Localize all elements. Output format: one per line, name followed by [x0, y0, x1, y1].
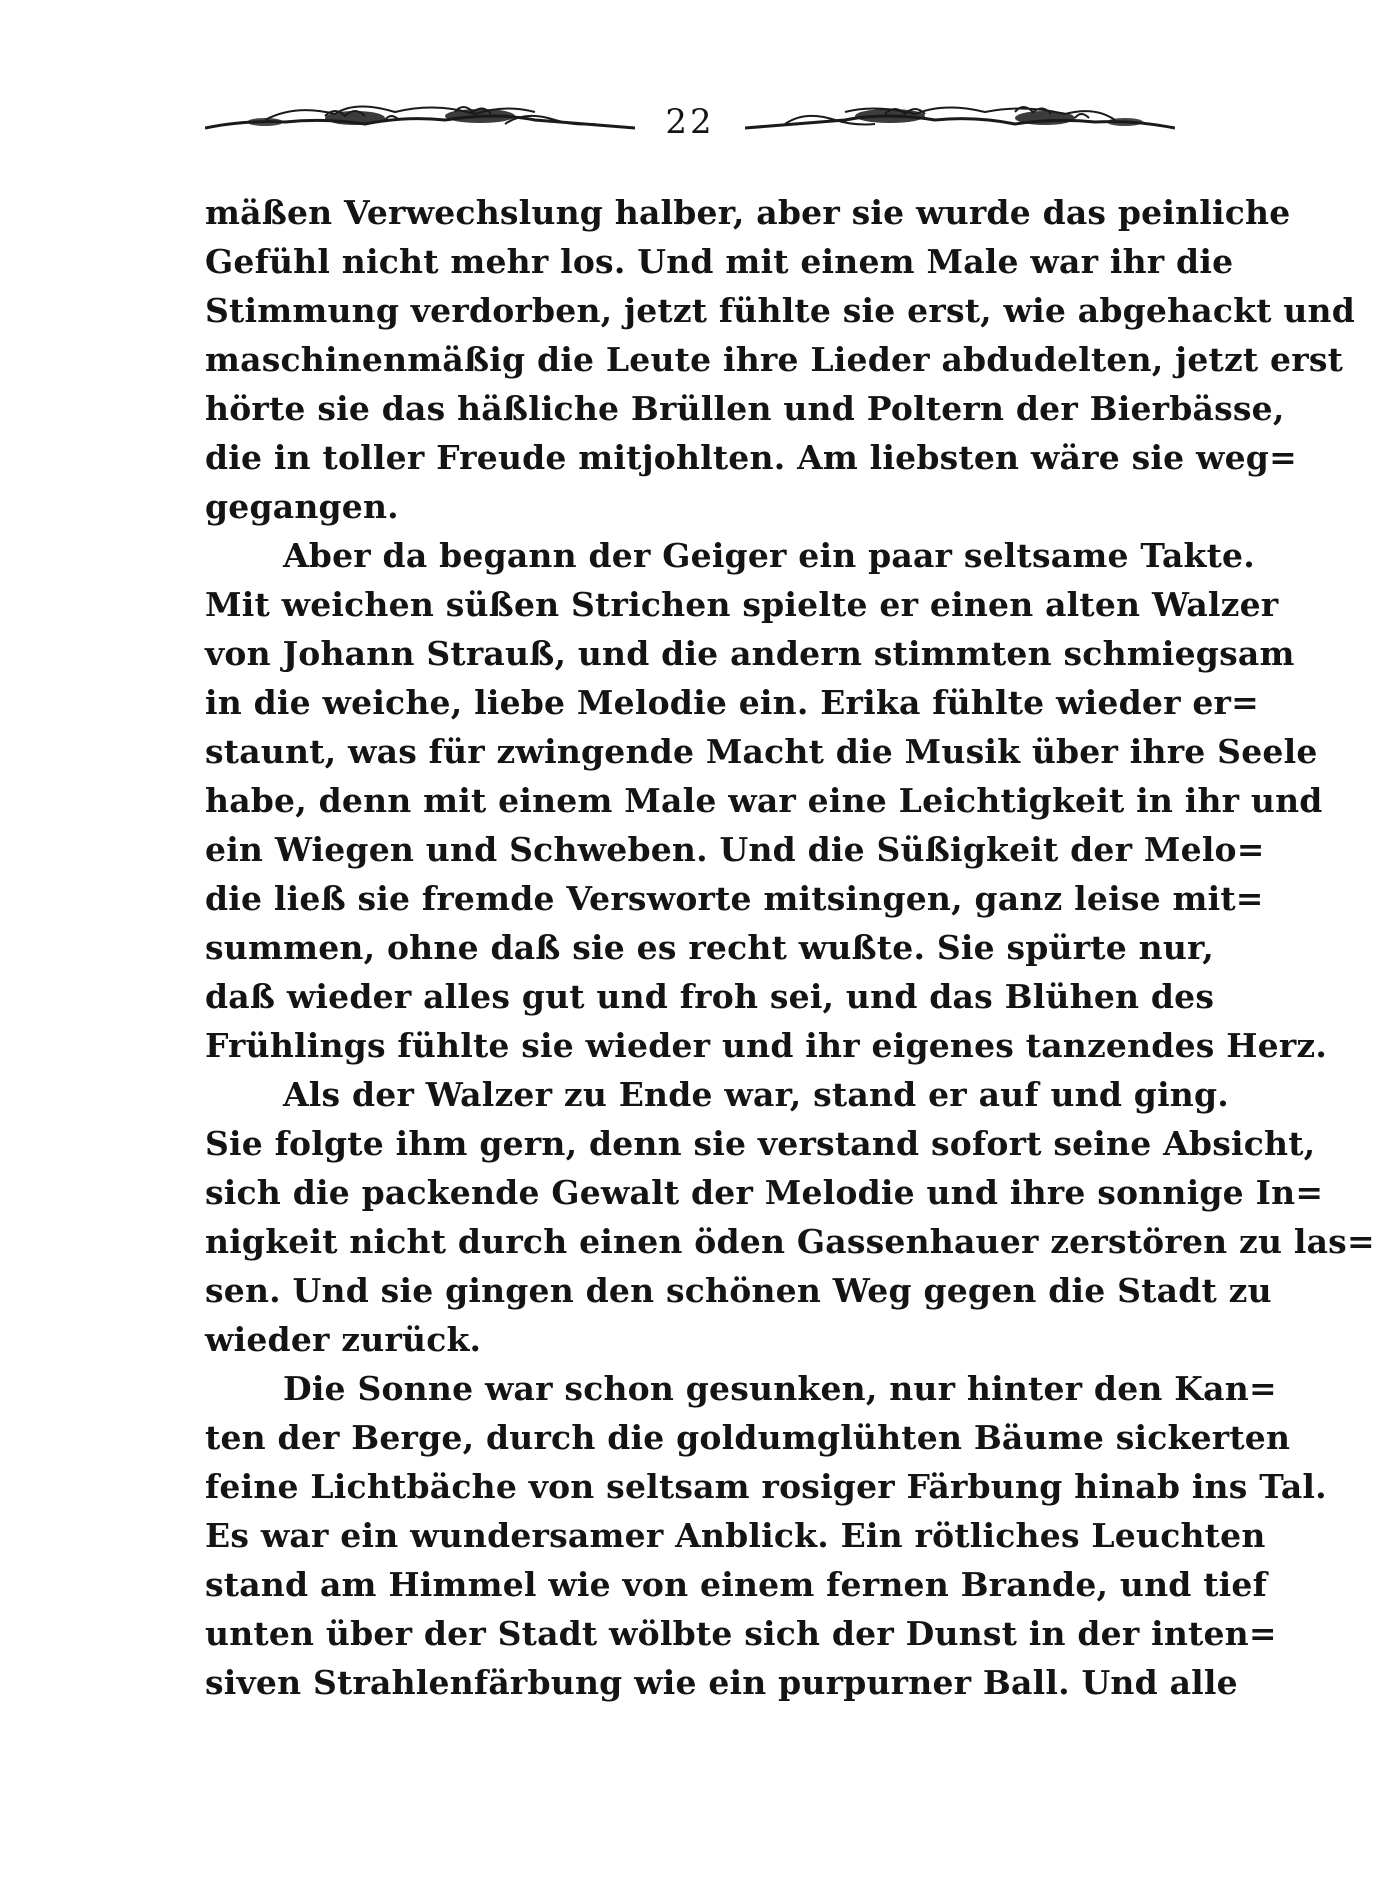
text-line: sich die packende Gewalt der Melodie und ihre sonnige In=: [205, 1173, 1324, 1212]
text-line: daß wieder alles gut und froh sei, und das Blühen des: [205, 977, 1215, 1016]
decorative-vine-ornament-icon: [745, 98, 1175, 142]
paragraph: [205, 531, 1328, 1070]
text-line: von Johann Strauß, und die andern stimmten schmiegsam: [205, 634, 1295, 673]
page-number: 22: [665, 102, 715, 142]
text-line: Die Sonne war schon gesunken, nur hinter den Kan=: [283, 1369, 1277, 1408]
text-line: Stimmung verdorben, jetzt fühlte sie erst, wie abgehackt und: [205, 291, 1356, 330]
text-line: unten über der Stadt wölbte sich der Dunst in der inten=: [205, 1614, 1277, 1653]
paragraph: [205, 188, 1356, 531]
text-line: ein Wiegen und Schweben. Und die Süßigkeit der Melo=: [205, 830, 1265, 869]
text-line: sen. Und sie gingen den schönen Weg gegen die Stadt zu: [205, 1271, 1272, 1310]
text-line: Gefühl nicht mehr los. Und mit einem Male war ihr die: [205, 242, 1234, 281]
decorative-vine-ornament-icon: [205, 98, 635, 142]
text-line: Sie folgte ihm gern, denn sie verstand sofort seine Absicht,: [205, 1124, 1316, 1163]
text-line: habe, denn mit einem Male war eine Leichtigkeit in ihr und: [205, 781, 1323, 820]
text-line: gegangen.: [205, 487, 399, 526]
text-line: in die weiche, liebe Melodie ein. Erika fühlte wieder er=: [205, 683, 1259, 722]
text-line: staunt, was für zwingende Macht die Musik über ihre Seele: [205, 732, 1318, 771]
text-line: nigkeit nicht durch einen öden Gassenhauer zerstören zu las=: [205, 1222, 1375, 1261]
body-text: [205, 188, 1375, 1707]
text-line: ten der Berge, durch die goldumglühten Bäume sickerten: [205, 1418, 1291, 1457]
text-line: die ließ sie fremde Versworte mitsingen, ganz leise mit=: [205, 879, 1264, 918]
text-line: maschinenmäßig die Leute ihre Lieder abdudelten, jetzt erst: [205, 340, 1344, 379]
text-line: summen, ohne daß sie es recht wußte. Sie spürte nur,: [205, 928, 1214, 967]
text-line: wieder zurück.: [205, 1320, 482, 1359]
text-line: Mit weichen süßen Strichen spielte er einen alten Walzer: [205, 585, 1279, 624]
text-line: Als der Walzer zu Ende war, stand er auf und ging.: [283, 1075, 1229, 1114]
text-line: Aber da begann der Geiger ein paar seltsame Takte.: [283, 536, 1255, 575]
text-line: siven Strahlenfärbung wie ein purpurner Ball. Und alle: [205, 1663, 1238, 1702]
text-line: stand am Himmel wie von einem fernen Brande, und tief: [205, 1565, 1268, 1604]
text-line: Es war ein wundersamer Anblick. Ein rötliches Leuchten: [205, 1516, 1266, 1555]
text-line: Frühlings fühlte sie wieder und ihr eigenes tanzendes Herz.: [205, 1026, 1328, 1065]
text-line: die in toller Freude mitjohlten. Am liebsten wäre sie weg=: [205, 438, 1297, 477]
paragraph: [205, 1364, 1327, 1707]
page-header: [205, 80, 1175, 160]
text-line: mäßen Verwechslung halber, aber sie wurde das peinliche: [205, 193, 1291, 232]
text-line: feine Lichtbäche von seltsam rosiger Färbung hinab ins Tal.: [205, 1467, 1327, 1506]
paragraph: [205, 1070, 1375, 1364]
text-line: hörte sie das häßliche Brüllen und Poltern der Bierbässe,: [205, 389, 1285, 428]
